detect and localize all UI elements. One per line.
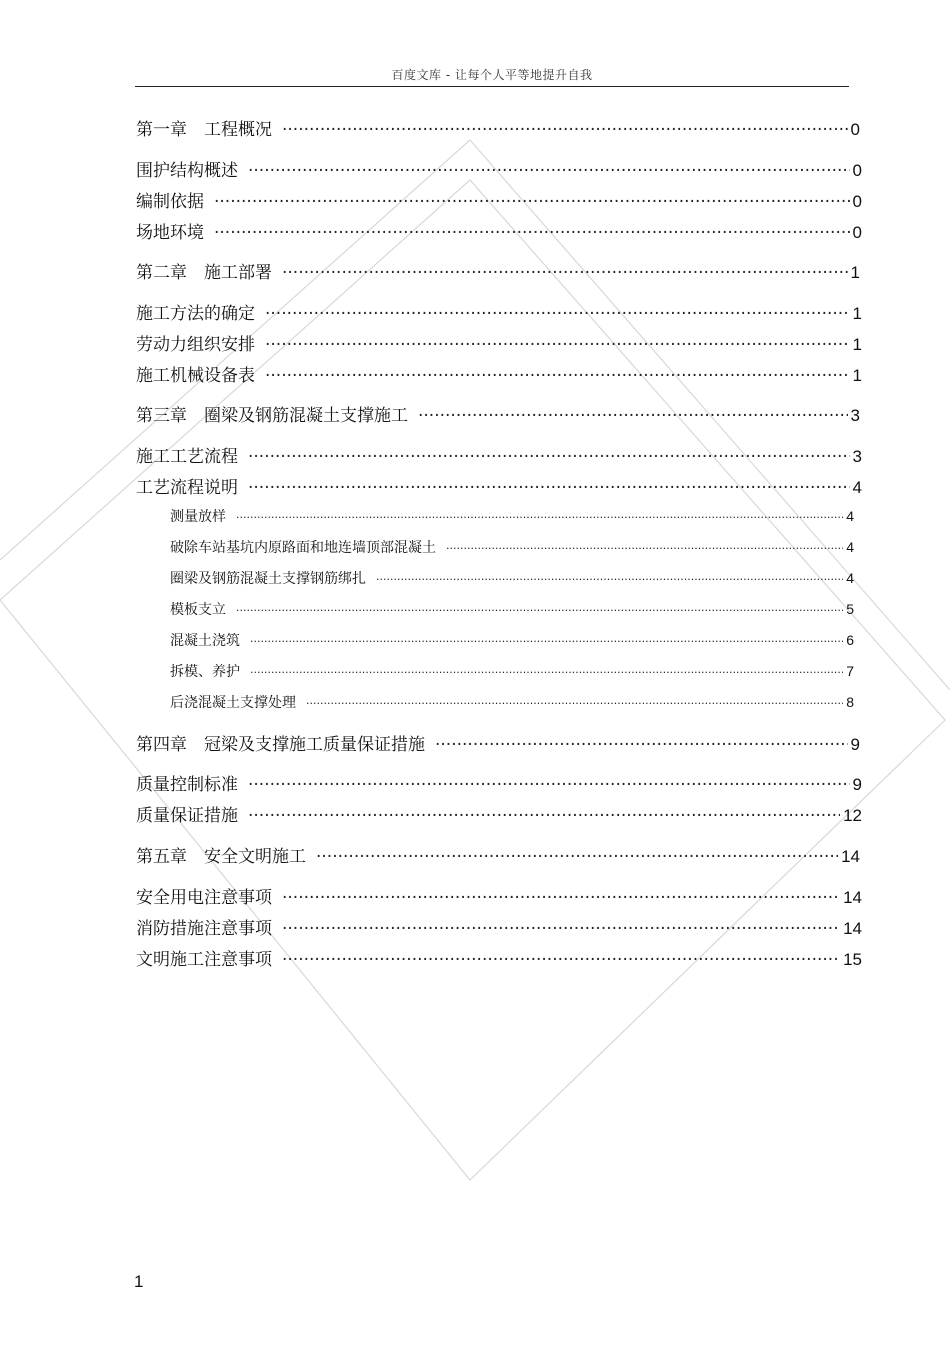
toc-entry-page: 5	[846, 601, 854, 617]
toc-entry-label: 质量控制标准	[136, 775, 238, 795]
toc-entry-label: 围护结构概述	[136, 161, 238, 181]
toc-entry-page: 14	[843, 919, 862, 938]
toc-section-entry	[136, 473, 862, 498]
toc-chapter-entry	[136, 115, 860, 140]
toc-section-entry	[136, 801, 862, 826]
toc-dot-leader	[248, 159, 850, 176]
toc-entry-label: 测量放样	[170, 509, 226, 525]
toc-chapter-entry	[136, 401, 860, 426]
toc-section-entry	[136, 187, 862, 212]
toc-entry-page: 0	[852, 223, 862, 242]
toc-subsection-entry	[170, 599, 854, 619]
toc-entry-page: 1	[852, 335, 862, 354]
toc-entry-label: 安全用电注意事项	[136, 888, 272, 908]
toc-entry-label: 施工方法的确定	[136, 304, 255, 324]
toc-dot-leader	[282, 118, 848, 135]
toc-entry-page: 4	[846, 508, 854, 524]
page-header: 百度文库 - 让每个人平等地提升自我	[391, 68, 593, 82]
toc-entry-page: 6	[846, 632, 854, 648]
toc-entry-page: 3	[850, 406, 860, 425]
toc-subsection-entry	[170, 506, 854, 526]
toc-entry-label: 第一章 工程概况	[136, 120, 272, 140]
toc-entry-label: 劳动力组织安排	[136, 335, 255, 355]
toc-dot-leader	[282, 886, 840, 903]
toc-entry-page: 15	[843, 950, 862, 969]
toc-dot-leader	[282, 261, 848, 278]
toc-subsection-entry	[170, 537, 854, 557]
toc-entry-label: 第四章 冠梁及支撑施工质量保证措施	[136, 735, 425, 755]
toc-chapter-entry	[136, 842, 860, 867]
toc-entry-label: 编制依据	[136, 192, 204, 212]
toc-entry-page: 7	[846, 663, 854, 679]
toc-entry-page: 14	[841, 847, 860, 866]
toc-entry-label: 施工工艺流程	[136, 447, 238, 467]
toc-section-entry	[136, 156, 862, 181]
toc-dot-leader	[446, 538, 843, 552]
toc-entry-label: 工艺流程说明	[136, 478, 238, 498]
toc-entry-label: 第二章 施工部署	[136, 263, 272, 283]
toc-entry-label: 模板支立	[170, 602, 226, 618]
toc-subsection-entry	[170, 630, 854, 650]
toc-dot-leader	[248, 445, 850, 462]
toc-subsection-entry	[170, 661, 854, 681]
toc-dot-leader	[248, 476, 850, 493]
toc-section-entry	[136, 299, 862, 324]
toc-dot-leader	[265, 302, 850, 319]
toc-entry-label: 施工机械设备表	[136, 366, 255, 386]
toc-section-entry	[136, 770, 862, 795]
toc-entry-page: 4	[846, 570, 854, 586]
toc-chapter-entry	[136, 730, 860, 755]
toc-dot-leader	[316, 845, 838, 862]
toc-dot-leader	[282, 917, 840, 934]
toc-entry-label: 破除车站基坑内原路面和地连墙顶部混凝土	[170, 540, 436, 556]
toc-dot-leader	[214, 190, 850, 207]
toc-section-entry	[136, 883, 862, 908]
toc-chapter-entry	[136, 258, 860, 283]
toc-dot-leader	[248, 773, 850, 790]
toc-section-entry	[136, 945, 862, 970]
toc-entry-page: 0	[850, 120, 860, 139]
toc-entry-label: 拆模、养护	[170, 664, 240, 680]
toc-dot-leader	[265, 364, 850, 381]
toc-dot-leader	[265, 333, 850, 350]
toc-section-entry	[136, 914, 862, 939]
toc-entry-label: 消防措施注意事项	[136, 919, 272, 939]
toc-section-entry	[136, 330, 862, 355]
toc-entry-page: 8	[846, 694, 854, 710]
toc-dot-leader	[248, 804, 840, 821]
page-number: 1	[134, 1272, 144, 1291]
toc-entry-label: 场地环境	[136, 223, 204, 243]
toc-entry-label: 混凝土浇筑	[170, 633, 240, 649]
toc-section-entry	[136, 361, 862, 386]
toc-section-entry	[136, 218, 862, 243]
toc-entry-page: 0	[852, 192, 862, 211]
toc-entry-label: 圈梁及钢筋混凝土支撑钢筋绑扎	[170, 571, 366, 587]
toc-subsection-entry	[170, 568, 854, 588]
toc-dot-leader	[236, 507, 843, 521]
toc-entry-page: 1	[852, 366, 862, 385]
toc-entry-page: 1	[852, 304, 862, 323]
toc-entry-page: 12	[843, 806, 862, 825]
header-rule	[135, 86, 849, 87]
toc-entry-label: 第五章 安全文明施工	[136, 847, 306, 867]
toc-entry-label: 第三章 圈梁及钢筋混凝土支撑施工	[136, 406, 408, 426]
toc-entry-page: 3	[852, 447, 862, 466]
toc-entry-label: 质量保证措施	[136, 806, 238, 826]
toc-entry-page: 4	[852, 478, 862, 497]
toc-entry-page: 9	[852, 775, 862, 794]
toc-entry-label: 后浇混凝土支撑处理	[170, 695, 296, 711]
toc-entry-page: 14	[843, 888, 862, 907]
toc-subsection-entry	[170, 692, 854, 712]
toc-dot-leader	[282, 948, 840, 965]
toc-dot-leader	[376, 569, 843, 583]
toc-dot-leader	[435, 733, 848, 750]
toc-entry-page: 0	[852, 161, 862, 180]
toc-dot-leader	[250, 631, 843, 645]
toc-entry-page: 4	[846, 539, 854, 555]
toc-dot-leader	[418, 404, 848, 421]
toc-dot-leader	[250, 662, 843, 676]
toc-entry-page: 9	[850, 735, 860, 754]
toc-dot-leader	[306, 693, 843, 707]
toc-section-entry	[136, 442, 862, 467]
toc-dot-leader	[214, 221, 850, 238]
toc-entry-label: 文明施工注意事项	[136, 950, 272, 970]
toc-dot-leader	[236, 600, 843, 614]
toc-entry-page: 1	[850, 263, 860, 282]
